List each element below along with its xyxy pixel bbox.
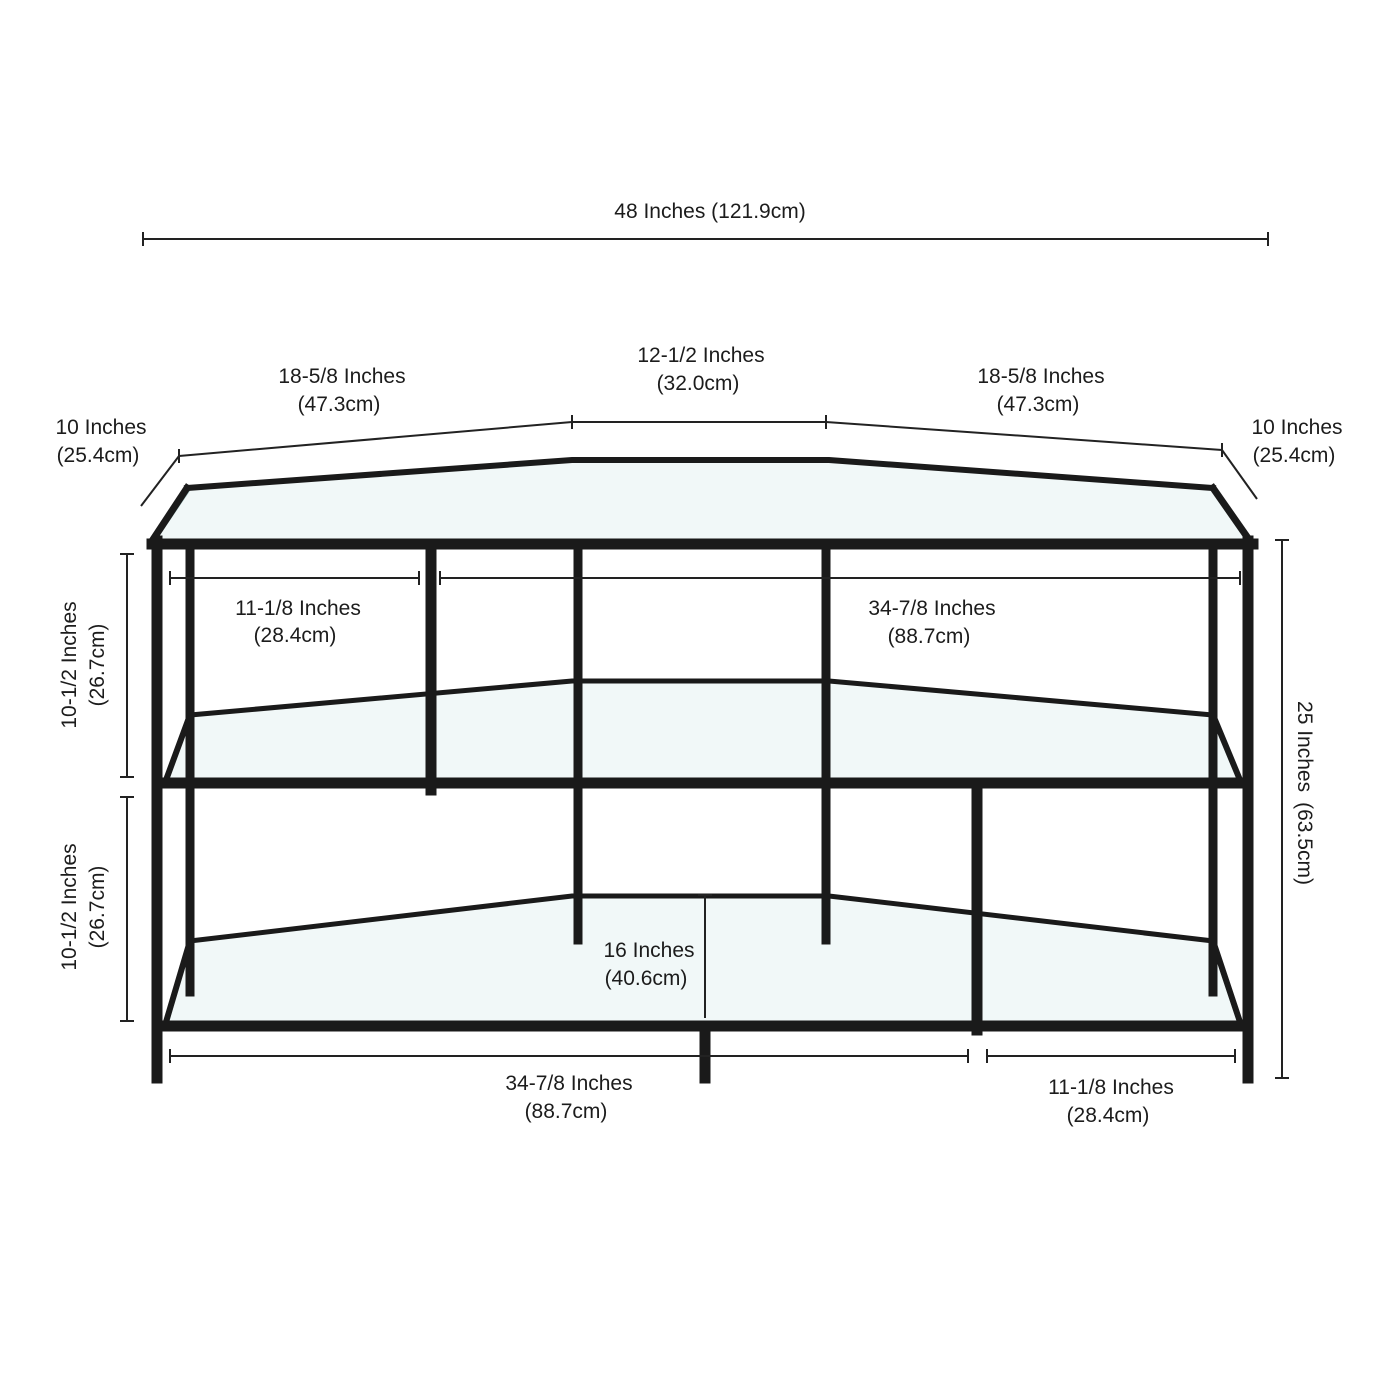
side-left-label-1: 10 Inches [55,416,147,439]
lower-left-opening-label-2: (88.7cm) [524,1100,608,1123]
lower-left-opening-label-1: 34-7/8 Inches [505,1072,633,1095]
lower-right-opening-label-2: (28.4cm) [1066,1104,1150,1127]
total-height-label-inches: 25 Inches [1293,701,1316,793]
total-width-label: 48 Inches (121.9cm) [614,200,806,223]
side-right-label-2: (25.4cm) [1252,444,1336,467]
upper-height-label-1: 10-1/2 Inches [58,601,81,729]
side-right-label-1: 10 Inches [1251,416,1343,439]
back-center-label-1: 12-1/2 Inches [637,344,765,367]
side-left-label-2: (25.4cm) [56,444,140,467]
total-height-label-1 [1293,701,1316,885]
depth-label-1: 16 Inches [603,939,695,962]
back-center-label-2: (32.0cm) [656,372,740,395]
back-left-label-2: (47.3cm) [297,393,381,416]
upper-right-opening-label-2: (88.7cm) [887,625,971,648]
back-perimeter-line [179,422,1222,456]
upper-left-opening-label-2: (28.4cm) [253,624,337,647]
upper-left-opening-label-1: 11-1/8 Inches [235,597,361,620]
lower-height-label-2: (26.7cm) [86,865,109,949]
upper-right-opening-label-1: 34-7/8 Inches [868,597,996,620]
back-right-label-2: (47.3cm) [996,393,1080,416]
top-glass-shelf [154,461,1248,543]
lower-right-opening-label-1: 11-1/8 Inches [1048,1076,1174,1099]
total-height-label-cm: (63.5cm) [1293,802,1316,885]
back-right-label-1: 18-5/8 Inches [977,365,1105,388]
depth-label-2: (40.6cm) [604,967,688,990]
lower-height-label-1: 10-1/2 Inches [58,843,81,971]
middle-glass-shelf [168,682,1243,782]
back-left-label-1: 18-5/8 Inches [278,365,406,388]
side-left-line [141,456,179,506]
upper-height-label-2: (26.7cm) [86,623,109,707]
